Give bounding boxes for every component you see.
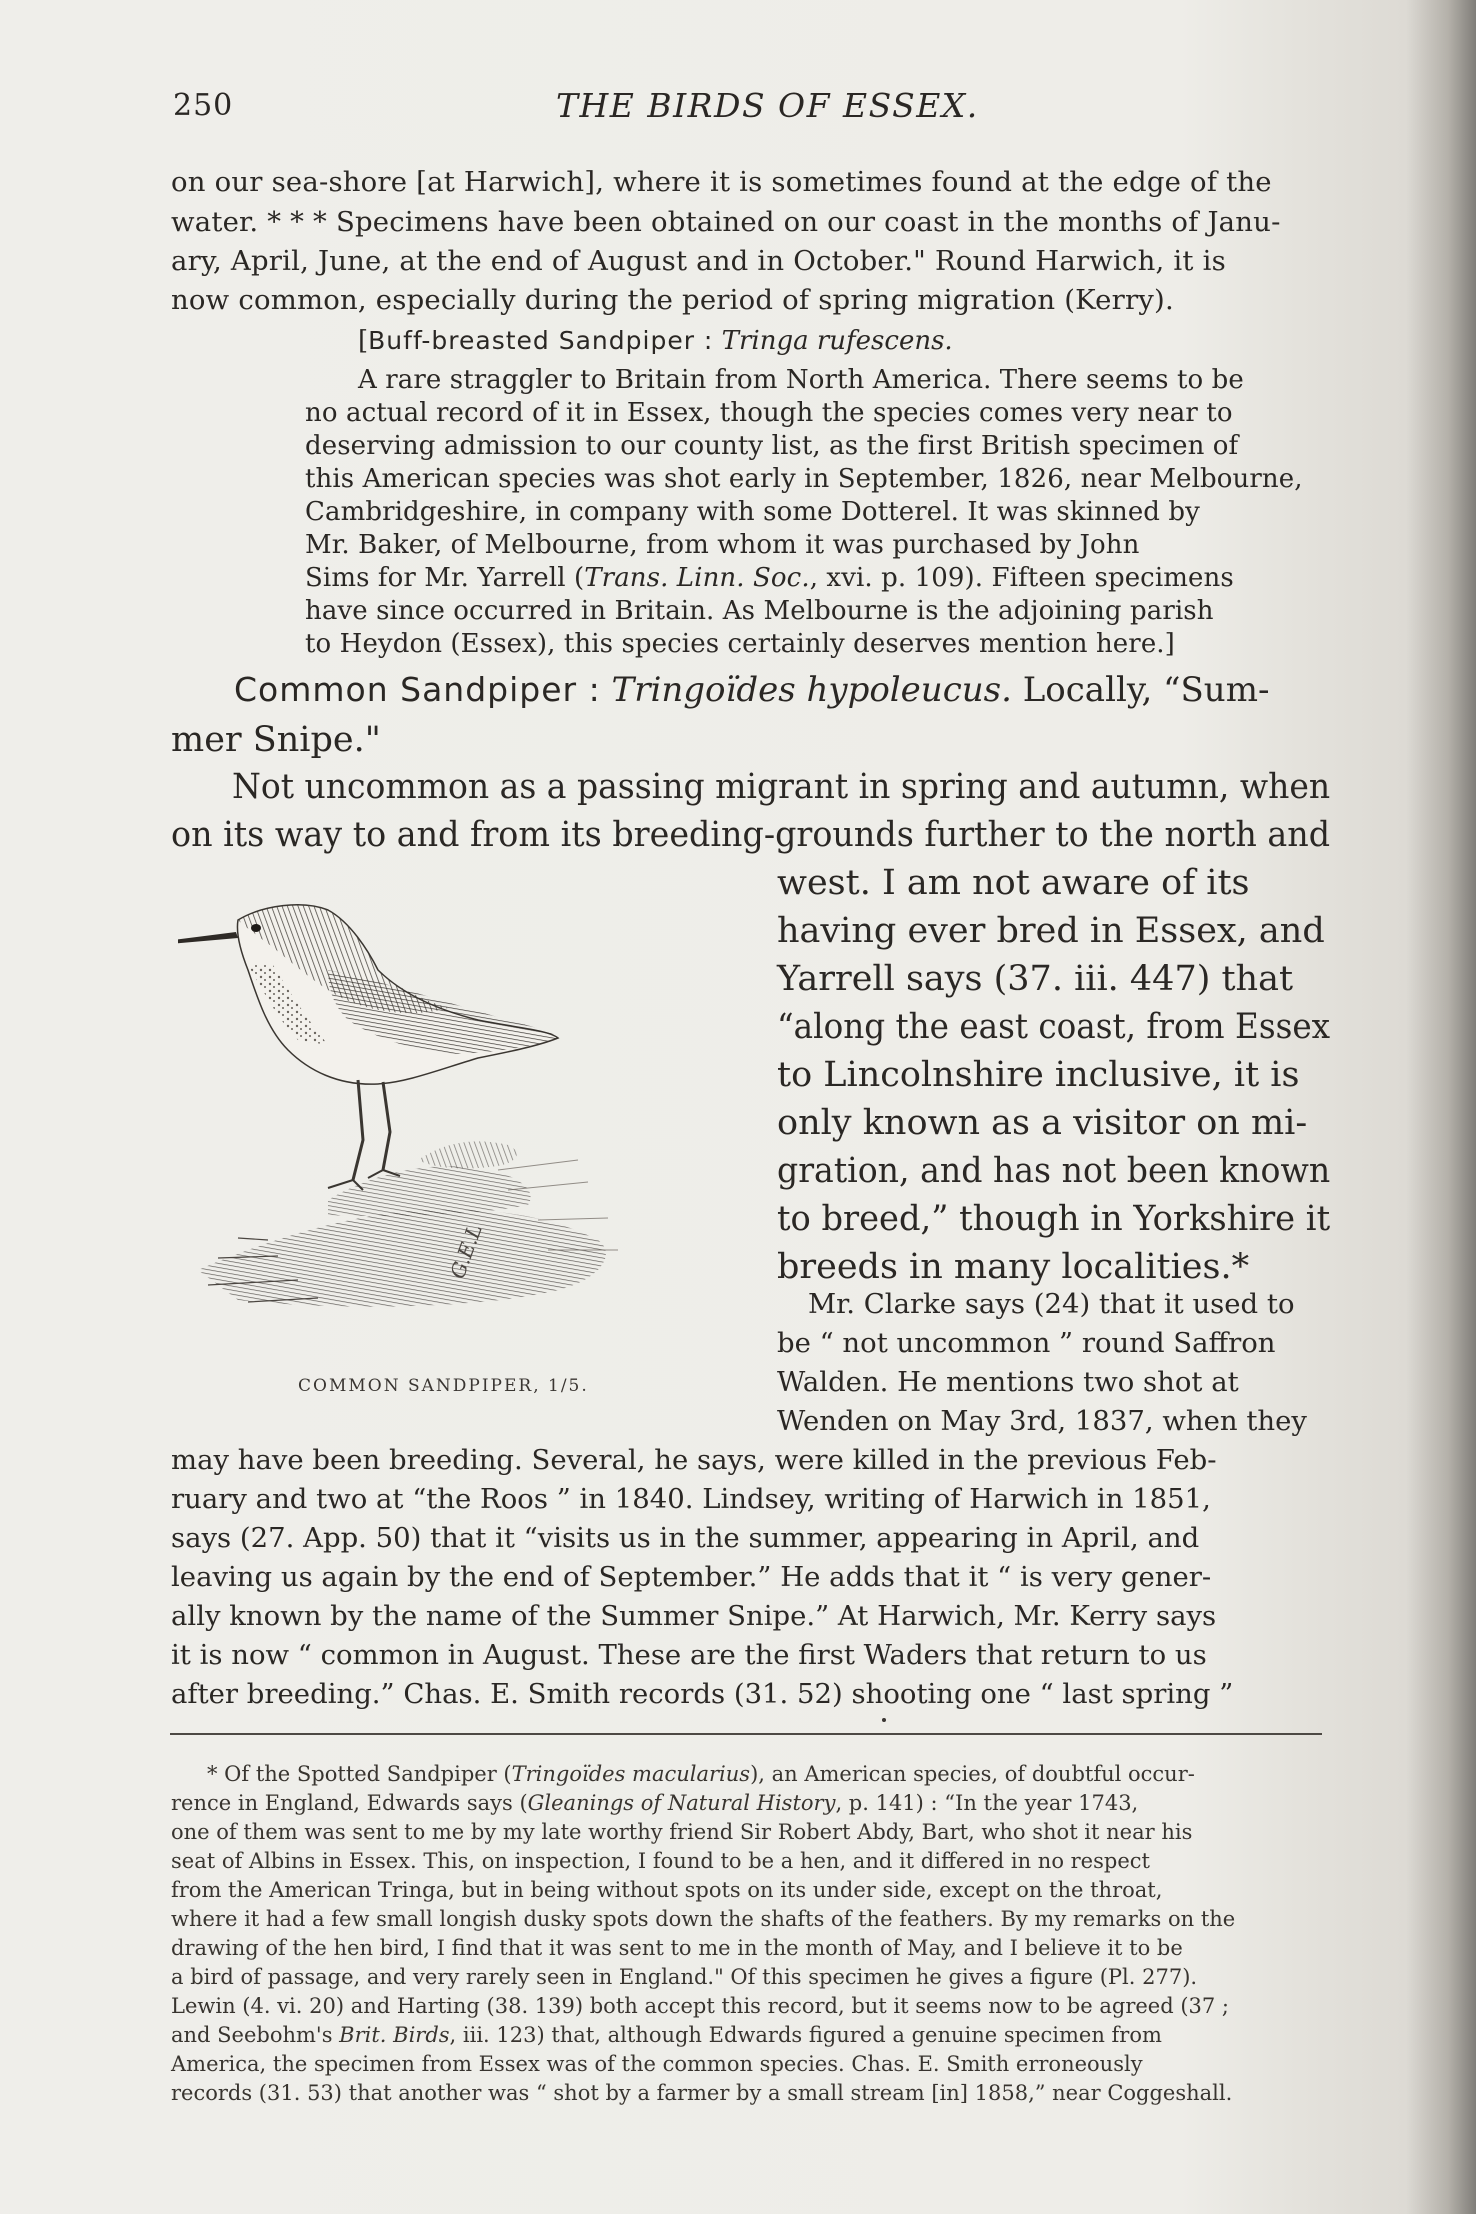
text-line: A rare straggler to Britain from North America. There seems to be bbox=[358, 365, 1244, 395]
text-line: may have been breeding. Several, he says, were killed in the previous Feb- bbox=[171, 1444, 1217, 1476]
bird-beak bbox=[178, 932, 238, 945]
text-line: breeds in many localities.* bbox=[777, 1247, 1250, 1287]
page-number: 250 bbox=[173, 88, 234, 123]
text-line: Walden. He mentions two shot at bbox=[777, 1366, 1239, 1398]
citation: Gleanings of Natural History bbox=[527, 1791, 836, 1815]
species-heading bbox=[234, 670, 1269, 710]
text-line: deserving admission to our county list, as the first British specimen of bbox=[305, 431, 1239, 461]
figure-caption: COMMON SANDPIPER, 1/5. bbox=[298, 1376, 589, 1396]
footnote-rule bbox=[170, 1733, 1322, 1735]
text-span: ), an American species, of doubtful occur- bbox=[750, 1762, 1195, 1786]
text-line: where it had a few small longish dusky spots down the shafts of the feathers. By my remarks on the bbox=[171, 1907, 1236, 1931]
text-span: rence in England, Edwards says ( bbox=[171, 1791, 528, 1815]
bracket: [ bbox=[358, 326, 369, 356]
text-line: on its way to and from its breeding-grounds further to the north and bbox=[171, 815, 1331, 855]
text-line: be “ not uncommon ” round Saffron bbox=[777, 1327, 1276, 1359]
text-line: ally known by the name of the Summer Snipe.” At Harwich, Mr. Kerry says bbox=[171, 1600, 1217, 1632]
rock-ground bbox=[198, 1141, 618, 1306]
text-span: and Seebohm's bbox=[171, 2023, 340, 2047]
text-line: after breeding.” Chas. E. Smith records (31. 52) shooting one “ last spring ” bbox=[171, 1678, 1234, 1710]
text-line: Cambridgeshire, in company with some Dotterel. It was skinned by bbox=[305, 497, 1200, 527]
text-line: now common, especially during the period of spring migration (Kerry). bbox=[171, 284, 1174, 316]
engraver-signature: G.E.L bbox=[445, 1221, 487, 1282]
species-name: Common Sandpiper : bbox=[234, 670, 601, 709]
text-span: Sims for Mr. Yarrell ( bbox=[305, 563, 585, 593]
text-line: this American species was shot early in September, 1826, near Melbourne, bbox=[305, 464, 1303, 494]
text-line: Mr. Baker, of Melbourne, from whom it was purchased by John bbox=[305, 530, 1140, 560]
text-line bbox=[171, 2023, 1162, 2047]
text-line: Wenden on May 3rd, 1837, when they bbox=[777, 1405, 1307, 1437]
species-latin: Tringoïdes macularius bbox=[511, 1762, 751, 1786]
text-line: leaving us again by the end of September.” He adds that it “ is very gener- bbox=[171, 1561, 1212, 1593]
text-line: no actual record of it in Essex, though the species comes very near to bbox=[305, 398, 1233, 428]
text-line: drawing of the hen bird, I find that it was sent to me in the month of May, and I believe it to be bbox=[171, 1936, 1183, 1960]
text-line: “along the east coast, from Essex bbox=[777, 1007, 1331, 1047]
text-span: * Of the Spotted Sandpiper ( bbox=[207, 1762, 512, 1786]
text-line: to Heydon (Essex), this species certainly deserves mention here.] bbox=[305, 629, 1175, 659]
text-line: gration, and has not been known bbox=[777, 1151, 1331, 1191]
text-line: having ever bred in Essex, and bbox=[777, 911, 1325, 951]
text-line: Lewin (4. vi. 20) and Harting (38. 139) both accept this record, but it seems now to be agreed (37 ; bbox=[171, 1994, 1229, 2018]
text-span: , p. 141) : “In the year 1743, bbox=[835, 1791, 1139, 1815]
stray-dot bbox=[882, 1718, 886, 1722]
common-sandpiper-illustration bbox=[178, 870, 738, 1340]
text-line: have since occurred in Britain. As Melbourne is the adjoining parish bbox=[305, 596, 1214, 626]
text-line bbox=[207, 1762, 1195, 1786]
text-line: ary, April, June, at the end of August and in October." Round Harwich, it is bbox=[171, 245, 1226, 277]
text-line: west. I am not aware of its bbox=[777, 863, 1250, 903]
text-line: a bird of passage, and very rarely seen in England." Of this specimen he gives a figure (Pl. 277). bbox=[171, 1965, 1198, 1989]
text-line: to breed,” though in Yorkshire it bbox=[777, 1199, 1331, 1239]
text-line: water. * * * Specimens have been obtained on our coast in the months of Janu- bbox=[171, 206, 1281, 238]
bird-eye bbox=[251, 924, 261, 932]
page-gutter-shadow bbox=[1406, 0, 1476, 2214]
text-span: , xvi. p. 109). Fifteen specimens bbox=[809, 563, 1234, 593]
text-line: to Lincolnshire inclusive, it is bbox=[777, 1055, 1300, 1095]
text-line: says (27. App. 50) that it “visits us in the summer, appearing in April, and bbox=[171, 1522, 1200, 1554]
text-line: seat of Albins in Essex. This, on inspection, I found to be a hen, and it differed in no respect bbox=[171, 1849, 1150, 1873]
text-line: Yarrell says (37. iii. 447) that bbox=[777, 959, 1294, 999]
text-line: only known as a visitor on mi- bbox=[777, 1103, 1308, 1143]
running-title: THE BIRDS OF ESSEX. bbox=[556, 86, 979, 125]
citation: Brit. Birds bbox=[339, 2023, 450, 2047]
text-span: , iii. 123) that, although Edwards figured a genuine specimen from bbox=[449, 2023, 1162, 2047]
citation: Trans. Linn. Soc. bbox=[584, 563, 810, 593]
text-line: Mr. Clarke says (24) that it used to bbox=[808, 1288, 1295, 1320]
local-name: Locally, “Sum- bbox=[1022, 670, 1270, 710]
text-line: records (31. 53) that another was “ shot by a farmer by a small stream [in] 1858,” near Coggeshall. bbox=[171, 2081, 1233, 2105]
text-line: America, the specimen from Essex was of the common species. Chas. E. Smith erroneously bbox=[171, 2052, 1143, 2076]
bird-legs bbox=[353, 1080, 390, 1180]
species-latin: Tringoïdes hypoleucus. bbox=[611, 670, 1012, 710]
text-line: mer Snipe." bbox=[171, 720, 381, 760]
text-line: one of them was sent to me by my late worthy friend Sir Robert Abdy, Bart, who shot it near his bbox=[171, 1820, 1193, 1844]
text-line: ruary and two at “the Roos ” in 1840. Lindsey, writing of Harwich in 1851, bbox=[171, 1483, 1211, 1515]
species-latin: Tringa rufescens. bbox=[721, 326, 953, 356]
species-name: Buff-breasted Sandpiper : bbox=[368, 326, 714, 355]
text-line: on our sea-shore [at Harwich], where it is sometimes found at the edge of the bbox=[171, 166, 1272, 198]
text-line: from the American Tringa, but in being without spots on its under side, except on the throat, bbox=[171, 1878, 1163, 1902]
text-line: it is now “ common in August. These are the first Waders that return to us bbox=[171, 1639, 1207, 1671]
text-line bbox=[171, 1791, 1138, 1815]
species-heading bbox=[358, 326, 953, 356]
text-line: Not uncommon as a passing migrant in spring and autumn, when bbox=[232, 767, 1331, 807]
text-line bbox=[305, 565, 1234, 591]
